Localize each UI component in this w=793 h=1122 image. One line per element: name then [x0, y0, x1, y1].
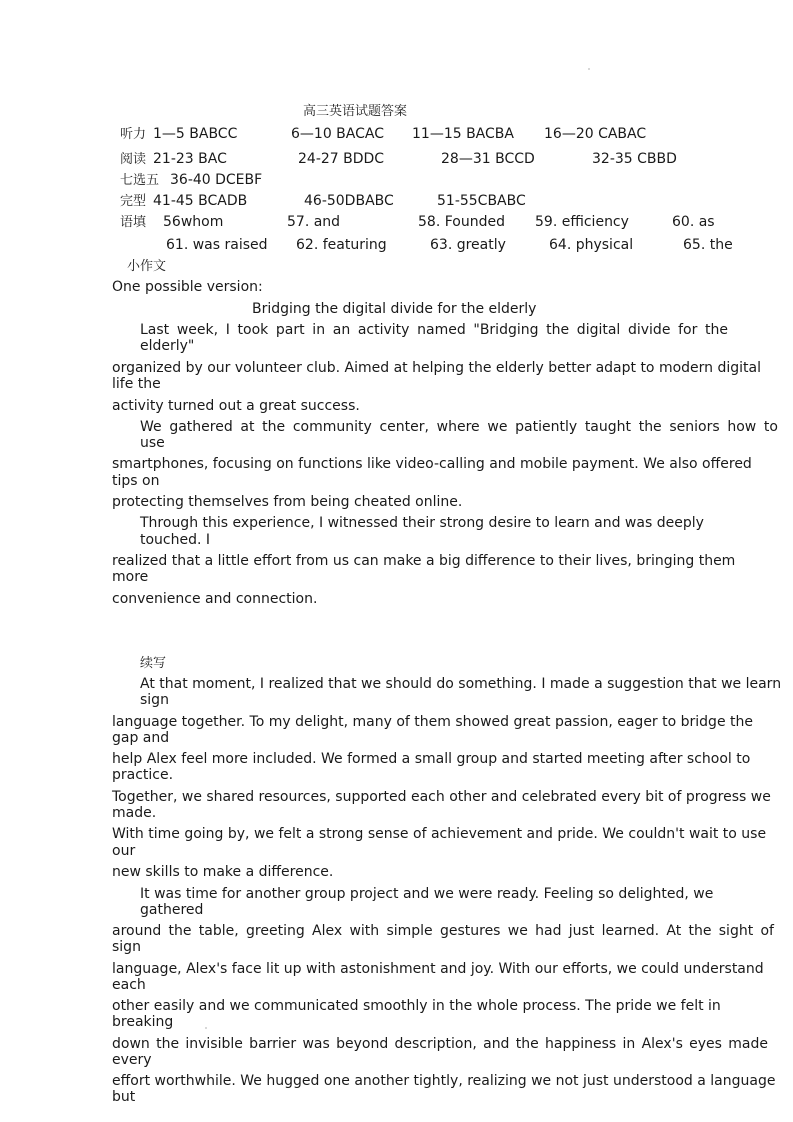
short-writing-label: 小作文 — [127, 259, 167, 274]
essay-line: sign — [112, 939, 141, 955]
answer-group: 11—15 BACBA — [412, 126, 514, 142]
essay-line: elderly" — [140, 338, 195, 354]
answer-group: 41-45 BCADB — [153, 193, 248, 209]
essay-line: other easily and we communicated smoothly in the whole process. The pride we felt in — [112, 998, 721, 1014]
essay-intro: One possible version: — [112, 279, 263, 295]
essay-line: gap and — [112, 730, 170, 746]
scan-speck — [205, 1027, 207, 1029]
answer-item: 60. as — [672, 214, 715, 230]
answer-item: 63. greatly — [430, 237, 506, 253]
essay-line: language, Alex's face lit up with astonishment and joy. With our efforts, we could understand — [112, 961, 764, 977]
essay-line: but — [112, 1089, 136, 1105]
answer-item: 62. featuring — [296, 237, 387, 253]
essay-line: realized that a little effort from us can make a big difference to their lives, bringing them — [112, 553, 736, 569]
cloze-label: 完型 — [120, 194, 147, 209]
seven-five-label: 七选五 — [120, 173, 160, 188]
essay-line: language together. To my delight, many of them showed great passion, eager to bridge the — [112, 714, 753, 730]
answer-group: 1—5 BABCC — [153, 126, 238, 142]
answer-item: 56whom — [163, 214, 224, 230]
essay-line: down the invisible barrier was beyond description, and the happiness in Alex's eyes made — [112, 1036, 768, 1052]
essay-line: new skills to make a difference. — [112, 864, 334, 880]
scan-speck — [588, 68, 590, 70]
reading-label: 阅读 — [120, 152, 147, 167]
essay-line: practice. — [112, 767, 174, 783]
answer-item: 57. and — [287, 214, 341, 230]
essay-line: Last week, I took part in an activity named "Bridging the digital divide for the — [140, 322, 728, 338]
essay-line: At that moment, I realized that we should do something. I made a suggestion that we learn — [140, 676, 782, 692]
essay-line: life the — [112, 376, 161, 392]
essay-line: our — [112, 843, 136, 859]
essay-line: touched. I — [140, 532, 211, 548]
answer-group: 28—31 BCCD — [441, 151, 535, 167]
essay-line: sign — [140, 692, 169, 708]
essay-line: Together, we shared resources, supported each other and celebrated every bit of progress we — [112, 789, 771, 805]
essay-line: We gathered at the community center, where we patiently taught the seniors how to — [140, 419, 778, 435]
answer-item: 64. physical — [549, 237, 634, 253]
grammar-label: 语填 — [120, 215, 147, 230]
essay-line: breaking — [112, 1014, 174, 1030]
essay-line: gathered — [140, 902, 204, 918]
essay-line: use — [140, 435, 165, 451]
answer-group: 16—20 CABAC — [544, 126, 647, 142]
essay-heading: Bridging the digital divide for the elderly — [252, 301, 537, 317]
document-title: 高三英语试题答案 — [303, 104, 408, 119]
answer-group: 32-35 CBBD — [592, 151, 677, 167]
answer-item: 59. efficiency — [535, 214, 629, 230]
essay-line: more — [112, 569, 149, 585]
continuation-label: 续写 — [140, 656, 167, 671]
answer-group: 36-40 DCEBF — [170, 172, 263, 188]
answer-item: 58. Founded — [418, 214, 505, 230]
essay-line: smartphones, focusing on functions like video-calling and mobile payment. We also offered — [112, 456, 752, 472]
answer-group: 24-27 BDDC — [298, 151, 385, 167]
answer-group: 51-55CBABC — [437, 193, 526, 209]
essay-line: organized by our volunteer club. Aimed at helping the elderly better adapt to modern digital — [112, 360, 761, 376]
essay-line: help Alex feel more included. We formed a small group and started meeting after school to — [112, 751, 751, 767]
essay-line: With time going by, we felt a strong sense of achievement and pride. We couldn't wait to use — [112, 826, 767, 842]
answer-group: 6—10 BACAC — [291, 126, 384, 142]
answer-item: 65. the — [683, 237, 733, 253]
essay-line: made. — [112, 805, 157, 821]
essay-line: convenience and connection. — [112, 591, 318, 607]
essay-line: protecting themselves from being cheated online. — [112, 494, 463, 510]
essay-line: around the table, greeting Alex with simple gestures we had just learned. At the sight of — [112, 923, 774, 939]
essay-line: each — [112, 977, 146, 993]
essay-line: effort worthwhile. We hugged one another tightly, realizing we not just understood a language — [112, 1073, 776, 1089]
answer-group: 21-23 BAC — [153, 151, 227, 167]
listening-label: 听力 — [120, 127, 147, 142]
answer-group: 46-50DBABC — [304, 193, 394, 209]
essay-line: every — [112, 1052, 152, 1068]
essay-line: It was time for another group project and we were ready. Feeling so delighted, we — [140, 886, 714, 902]
answer-item: 61. was raised — [166, 237, 268, 253]
essay-line: tips on — [112, 473, 160, 489]
essay-line: Through this experience, I witnessed their strong desire to learn and was deeply — [140, 515, 704, 531]
essay-line: activity turned out a great success. — [112, 398, 360, 414]
